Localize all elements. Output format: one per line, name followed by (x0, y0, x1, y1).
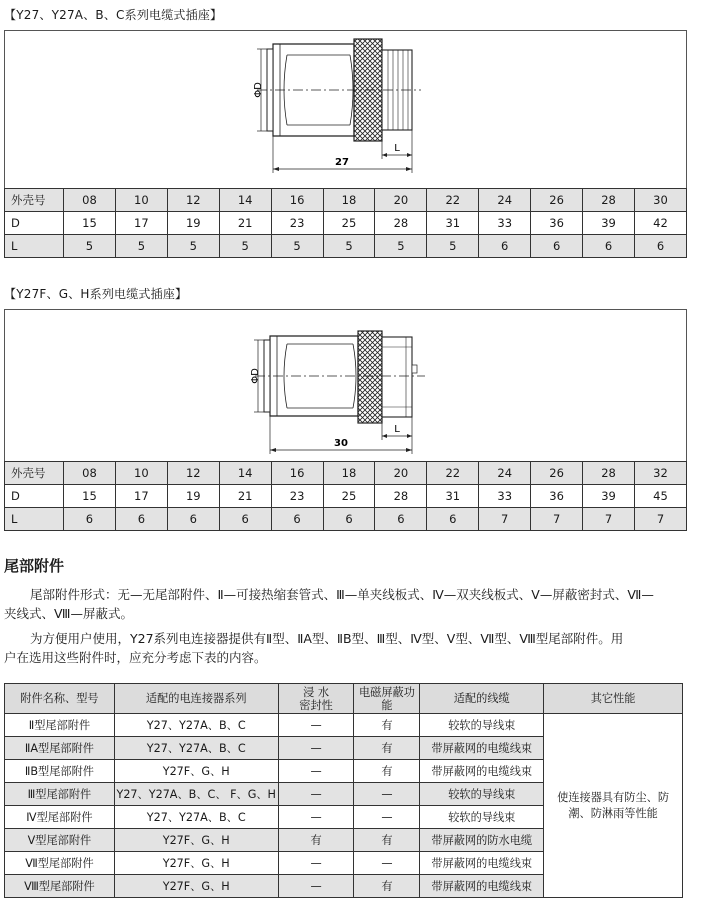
table-cell: 36 (531, 485, 583, 508)
acc-cable: 带屏蔽网的防水电缆 (420, 829, 544, 852)
acc-cable: 带屏蔽网的电缆线束 (420, 737, 544, 760)
acc-cable: 较软的导线束 (420, 806, 544, 829)
tail-paragraph-1 (4, 585, 688, 623)
header-cell: 26 (531, 189, 583, 212)
table-cell: 6 (219, 508, 271, 531)
drawing-y27-abc (4, 30, 687, 190)
acc-name: Ⅱ型尾部附件 (5, 714, 115, 737)
acc-water: — (278, 875, 354, 898)
table-cell: 5 (115, 235, 167, 258)
table-cell: 5 (167, 235, 219, 258)
header-cell: 外壳号 (5, 462, 64, 485)
table-cell: 31 (427, 485, 479, 508)
acc-water: 有 (278, 829, 354, 852)
header-other: 其它性能 (544, 684, 683, 714)
table-cell: 28 (375, 212, 427, 235)
acc-emi: — (354, 852, 420, 875)
table-cell: 19 (167, 485, 219, 508)
table-cell: 17 (115, 485, 167, 508)
dim-length-label: 27 (335, 157, 349, 168)
table-cell: 23 (271, 485, 323, 508)
table-cell: 23 (271, 212, 323, 235)
header-cell: 10 (115, 189, 167, 212)
header-cell: 18 (323, 189, 375, 212)
section-1-title: 【Y27、Y27A、B、C系列电缆式插座】 (4, 8, 223, 22)
header-cell: 外壳号 (5, 189, 64, 212)
table-cell: 5 (271, 235, 323, 258)
header-cell: 20 (375, 462, 427, 485)
table-cell: 31 (427, 212, 479, 235)
header-cell: 14 (219, 189, 271, 212)
acc-water: — (278, 760, 354, 783)
dim-length-label: 30 (334, 438, 348, 449)
acc-series: Y27F、G、H (114, 760, 278, 783)
acc-emi: — (354, 783, 420, 806)
table-cell: 5 (375, 235, 427, 258)
section-2-title: 【Y27F、G、H系列电缆式插座】 (4, 287, 188, 301)
acc-cable: 带屏蔽网的电缆线束 (420, 875, 544, 898)
row-label: D (5, 485, 64, 508)
acc-emi: 有 (354, 760, 420, 783)
table-row (5, 462, 687, 485)
header-cell: 26 (531, 462, 583, 485)
table-cell: 6 (583, 235, 635, 258)
acc-cable: 较软的导线束 (420, 783, 544, 806)
table-cell: 6 (634, 235, 686, 258)
header-cable: 适配的线缆 (420, 684, 544, 714)
header-cell: 22 (427, 462, 479, 485)
table-cell: 6 (115, 508, 167, 531)
header-cell: 20 (375, 189, 427, 212)
acc-name: Ⅶ型尾部附件 (5, 852, 115, 875)
table-cell: 6 (375, 508, 427, 531)
table-cell: 21 (219, 485, 271, 508)
acc-water: — (278, 806, 354, 829)
table-cell: 33 (479, 485, 531, 508)
table-cell: 6 (479, 235, 531, 258)
drawing-y27-fgh (4, 309, 687, 463)
acc-series: Y27、Y27A、B、C (114, 737, 278, 760)
connector-drawing-1 (5, 31, 686, 189)
table-cell: 45 (634, 485, 686, 508)
header-cell: 28 (583, 462, 635, 485)
header-cell: 16 (271, 462, 323, 485)
table-row (5, 714, 683, 737)
acc-name: Ⅲ型尾部附件 (5, 783, 115, 806)
acc-other-performance: 使连接器具有防尘、防 潮、防淋雨等性能 (544, 714, 683, 898)
acc-water: — (278, 737, 354, 760)
header-water: 浸 水 密封性 (278, 684, 354, 714)
connector-drawing-2 (5, 310, 686, 462)
table-row (5, 485, 687, 508)
acc-cable: 带屏蔽网的电缆线束 (420, 852, 544, 875)
table-cell: 15 (64, 212, 116, 235)
para-1-line-1: 尾部附件形式：无—无尾部附件、Ⅱ—可接热缩套管式、Ⅲ—单夹线板式、Ⅳ—双夹线板式、Ⅴ—屏蔽密封式、Ⅶ— (30, 587, 654, 602)
table-cell: 42 (634, 212, 686, 235)
tail-paragraph-2 (4, 629, 688, 667)
header-cell: 30 (634, 189, 686, 212)
acc-name: ⅡA型尾部附件 (5, 737, 115, 760)
header-cell: 08 (64, 462, 116, 485)
acc-cable: 较软的导线束 (420, 714, 544, 737)
table-cell: 25 (323, 485, 375, 508)
acc-emi: 有 (354, 737, 420, 760)
tail-heading: 尾部附件 (4, 557, 65, 575)
acc-series: Y27、Y27A、B、C (114, 714, 278, 737)
acc-series: Y27F、G、H (114, 829, 278, 852)
table-cell: 6 (323, 508, 375, 531)
table-cell: 19 (167, 212, 219, 235)
dim-diameter-label: ΦD (250, 368, 261, 384)
header-cell: 16 (271, 189, 323, 212)
table-cell: 6 (167, 508, 219, 531)
table-cell: 15 (64, 485, 116, 508)
table-cell: 5 (427, 235, 479, 258)
acc-emi: 有 (354, 829, 420, 852)
para-2-line-2: 户在选用这些附件时，应充分考虑下表的内容。 (4, 650, 267, 665)
acc-cable: 带屏蔽网的电缆线束 (420, 760, 544, 783)
acc-water: — (278, 714, 354, 737)
table-cell: 33 (479, 212, 531, 235)
header-cell: 32 (634, 462, 686, 485)
header-cell: 14 (219, 462, 271, 485)
header-cell: 18 (323, 462, 375, 485)
dim-diameter-label: ΦD (253, 82, 264, 98)
acc-name: Ⅷ型尾部附件 (5, 875, 115, 898)
acc-name: ⅡB型尾部附件 (5, 760, 115, 783)
table-cell: 28 (375, 485, 427, 508)
table-row (5, 189, 687, 212)
acc-water: — (278, 783, 354, 806)
acc-series: Y27、Y27A、B、C (114, 806, 278, 829)
table-cell: 39 (583, 212, 635, 235)
acc-water: — (278, 852, 354, 875)
header-cell: 28 (583, 189, 635, 212)
acc-name: Ⅳ型尾部附件 (5, 806, 115, 829)
table-cell: 5 (219, 235, 271, 258)
table-cell: 36 (531, 212, 583, 235)
header-cell: 22 (427, 189, 479, 212)
table-cell: 39 (583, 485, 635, 508)
table-row (5, 235, 687, 258)
table-cell: 7 (531, 508, 583, 531)
table-cell: 5 (323, 235, 375, 258)
table-row (5, 212, 687, 235)
table-cell: 6 (271, 508, 323, 531)
dim-l-label: L (394, 143, 400, 154)
spec-table-2 (4, 461, 687, 531)
table-cell: 7 (583, 508, 635, 531)
table-cell: 6 (531, 235, 583, 258)
row-label: L (5, 508, 64, 531)
dim-l-label: L (394, 424, 400, 435)
header-cell: 12 (167, 462, 219, 485)
header-cell: 24 (479, 462, 531, 485)
acc-series: Y27F、G、H (114, 852, 278, 875)
header-cell: 08 (64, 189, 116, 212)
para-1-line-2: 夹线式、Ⅷ—屏蔽式。 (4, 606, 133, 621)
table-cell: 6 (64, 508, 116, 531)
row-label: D (5, 212, 64, 235)
header-cell: 10 (115, 462, 167, 485)
table-cell: 7 (479, 508, 531, 531)
table-cell: 21 (219, 212, 271, 235)
table-cell: 7 (634, 508, 686, 531)
table-cell: 6 (427, 508, 479, 531)
acc-emi: — (354, 806, 420, 829)
table-cell: 17 (115, 212, 167, 235)
table-cell: 5 (64, 235, 116, 258)
table-row (5, 508, 687, 531)
header-name: 附件名称、型号 (5, 684, 115, 714)
header-cell: 24 (479, 189, 531, 212)
header-cell: 12 (167, 189, 219, 212)
acc-series: Y27F、G、H (114, 875, 278, 898)
para-2-line-1: 为方便用户使用，Y27系列电连接器提供有Ⅱ型、ⅡA型、ⅡB型、Ⅲ型、Ⅳ型、Ⅴ型、Ⅶ型、Ⅷ型尾部附件。用 (30, 631, 624, 646)
accessories-table (4, 683, 683, 898)
acc-series: Y27、Y27A、B、C、 F、G、H (114, 783, 278, 806)
row-label: L (5, 235, 64, 258)
header-emi: 电磁屏蔽功 能 (354, 684, 420, 714)
table-cell: 25 (323, 212, 375, 235)
acc-emi: 有 (354, 875, 420, 898)
acc-emi: 有 (354, 714, 420, 737)
acc-name: Ⅴ型尾部附件 (5, 829, 115, 852)
table-header-row (5, 684, 683, 714)
header-series: 适配的电连接器系列 (114, 684, 278, 714)
spec-table-1 (4, 188, 687, 258)
